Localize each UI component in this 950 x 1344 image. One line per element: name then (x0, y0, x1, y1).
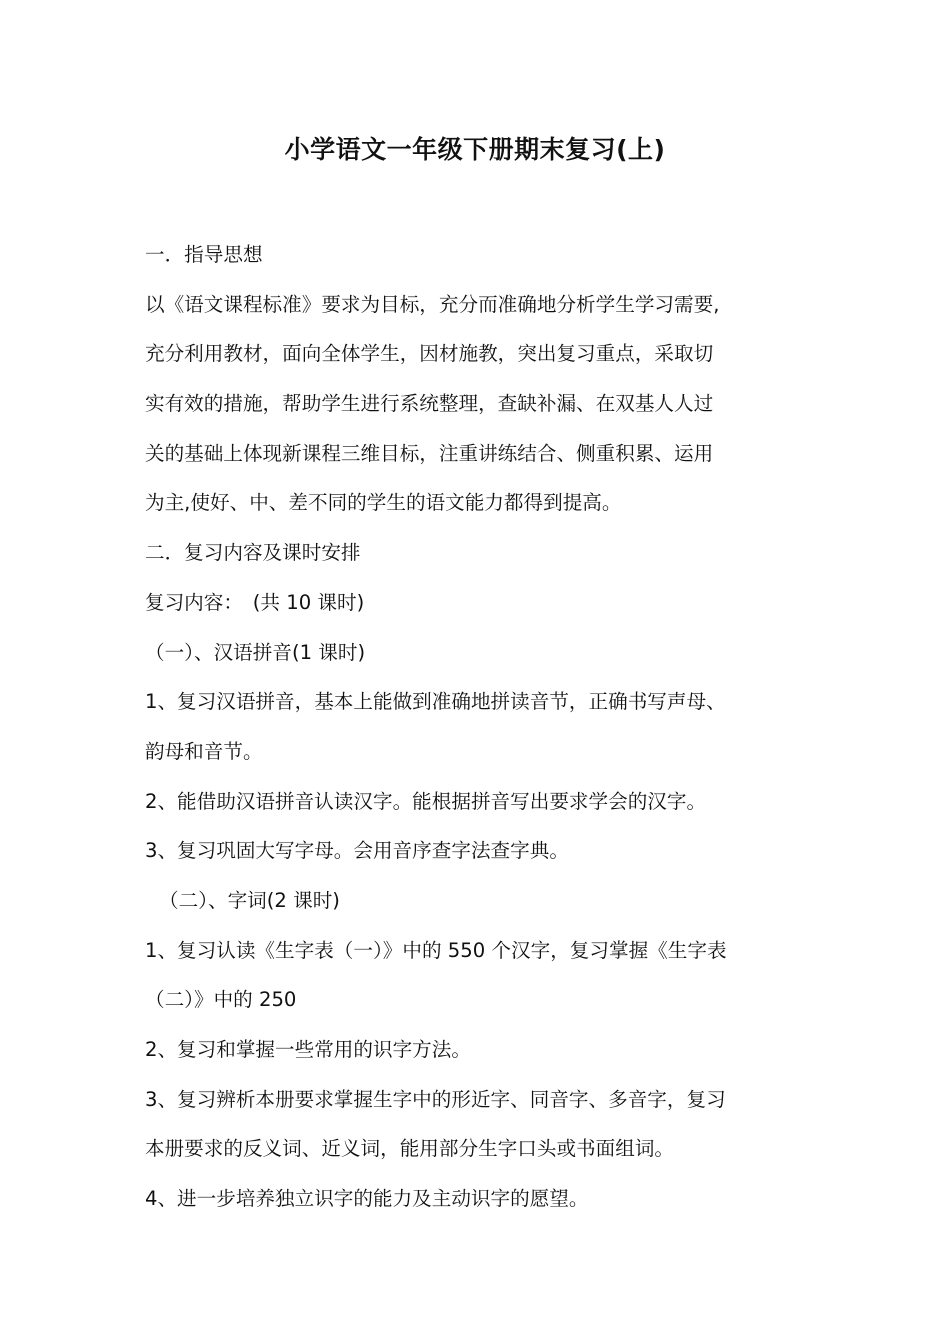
list-item: 1、复习认读《生字表（一）》中的 550 个汉字，复习掌握《生字表 (145, 938, 727, 962)
paragraph-line: 关的基础上体现新课程三维目标，注重讲练结合、侧重积累、运用 (145, 441, 714, 465)
list-item: 2、能借助汉语拼音认读汉字。能根据拼音写出要求学会的汉字。 (145, 789, 707, 813)
paragraph-line: 实有效的措施，帮助学生进行系统整理，查缺补漏、在双基人人过 (145, 392, 714, 416)
list-item: 3、复习辨析本册要求掌握生字中的形近字、同音字、多音字，复习 (145, 1087, 726, 1111)
list-item-continuation: 本册要求的反义词、近义词，能用部分生字口头或书面组词。 (145, 1137, 675, 1161)
paragraph-line: 充分利用教材，面向全体学生，因材施教，突出复习重点，采取切 (145, 342, 714, 366)
list-item: 4、进一步培养独立识字的能力及主动识字的愿望。 (145, 1187, 589, 1211)
section-heading-review-content: 二．复习内容及课时安排 (145, 541, 361, 565)
review-content-summary: 复习内容： (共 10 课时) (145, 590, 365, 614)
paragraph-line: 以《语文课程标准》要求为目标，充分而准确地分析学生学习需要, (145, 292, 720, 316)
subsection-heading-characters-words: （二）、字词(2 课时) (159, 888, 340, 912)
document-title: 小学语文一年级下册期末复习(上) (284, 135, 666, 164)
list-item: 3、复习巩固大写字母。会用音序查字法查字典。 (145, 839, 569, 863)
list-item-continuation: 韵母和音节。 (145, 739, 263, 763)
paragraph-line: 为主,使好、中、差不同的学生的语文能力都得到提高。 (145, 491, 622, 515)
list-item: 2、复习和掌握一些常用的识字方法。 (145, 1038, 471, 1061)
section-heading-guiding-ideology: 一．指导思想 (145, 243, 263, 266)
document-body (145, 230, 815, 1224)
subsection-heading-pinyin: （一）、汉语拼音(1 课时) (145, 640, 366, 664)
list-item-continuation: （二）》中的 250 (145, 988, 297, 1012)
list-item: 1、复习汉语拼音，基本上能做到准确地拼读音节，正确书写声母、 (145, 690, 726, 714)
